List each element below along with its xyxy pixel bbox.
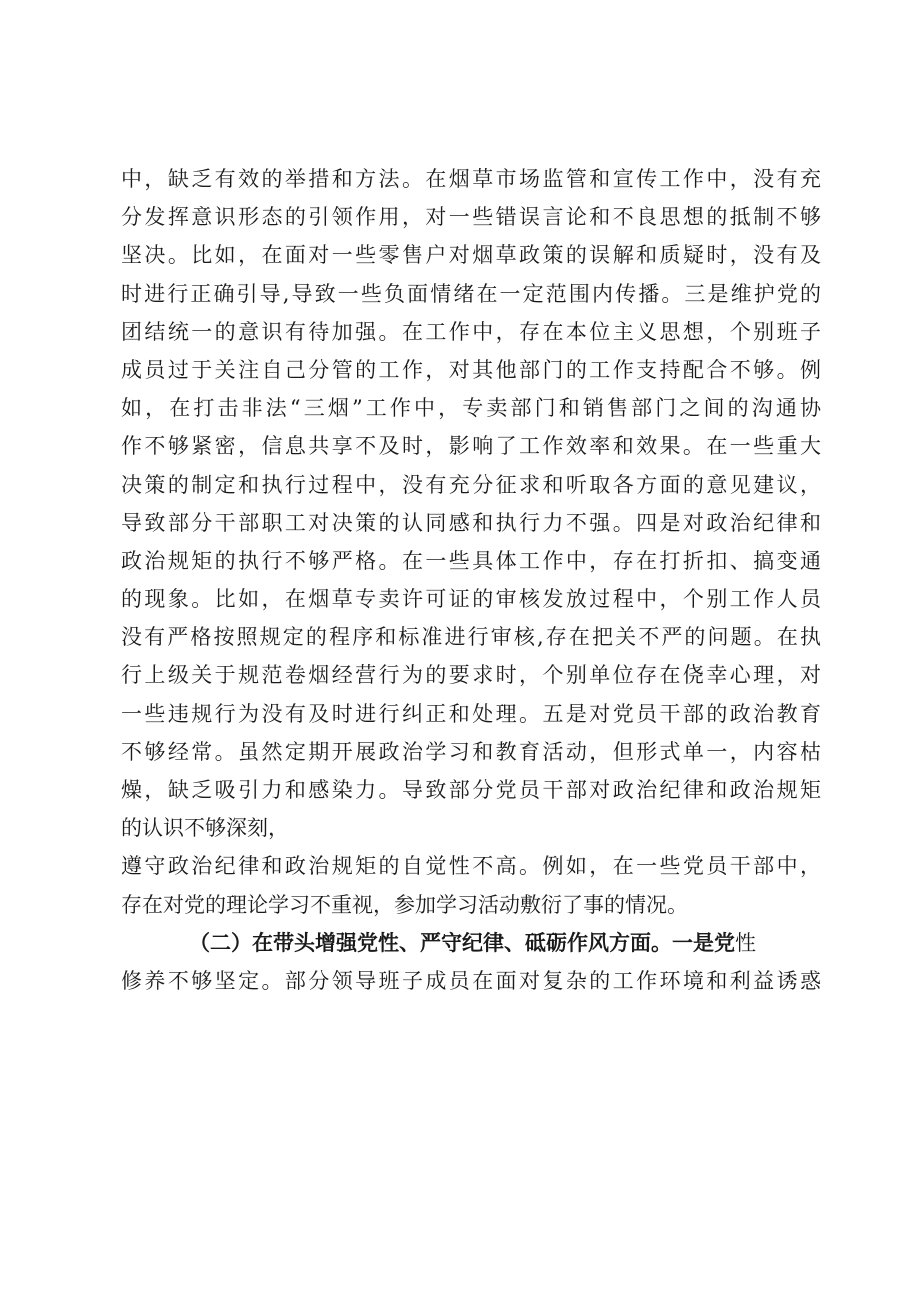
text-line-last: 修养不够坚定。部分领导班子成员在面对复杂的工作环境和利益诱惑 — [121, 968, 821, 993]
text-line-18: 的认识不够深刻， — [121, 816, 289, 841]
text-line-16: 不够经常。虽然定期开展政治学习和教育活动，但形式单一，内容枯 — [121, 739, 821, 764]
text-line-6: 成员过于关注自己分管的工作，对其他部门的工作支持配合不够。例 — [121, 357, 821, 382]
text-line-7: 如，在打击非法“三烟”工作中，专卖部门和销售部门之间的沟通协 — [121, 396, 821, 421]
text-line-19: 遵守政治纪律和政治规矩的自觉性不高。例如，在一些党员干部中， — [121, 854, 821, 879]
text-line-4: 时进行正确引导,导致一些负面情绪在一定范围内传播。三是维护党的 — [121, 281, 821, 306]
text-line-12: 的现象。比如，在烟草专卖许可证的审核发放过程中，个别工作人员 — [121, 587, 821, 612]
section-heading — [121, 924, 821, 962]
text-line-5: 团结统一的意识有待加强。在工作中，存在本位主义思想，个别班子 — [121, 319, 821, 344]
text-line-11: 政治规矩的执行不够严格。在一些具体工作中，存在打折扣、搞变通 — [121, 548, 821, 573]
text-line-2: 分发挥意识形态的引领作用，对一些错误言论和不良思想的抵制不够 — [121, 205, 821, 230]
text-line-3: 坚决。比如，在面对一些零售户对烟草政策的误解和质疑时，没有及 — [121, 243, 821, 268]
text-line-1: 中，缺乏有效的举措和方法。在烟草市场监管和宣传工作中，没有充 — [121, 167, 821, 191]
text-line-17: 燥，缺乏吸引力和感染力。导致部分党员干部对政治纪律和政治规矩 — [121, 778, 821, 802]
text-line-14: 行上级关于规范卷烟经营行为的要求时，个别单位存在侥幸心理，对 — [121, 663, 821, 688]
text-line-20: 存在对党的理论学习不重视，参加学习活动敷衍了事的情况。 — [121, 892, 688, 917]
section-heading-bold: （二）在带头增强党性、严守纪律、砥砺作风方面。一是党 — [189, 929, 735, 955]
text-line-13: 没有严格按照规定的程序和标准进行审核,存在把关不严的问题。在执 — [121, 625, 821, 650]
text-line-9: 决策的制定和执行过程中，没有充分征求和听取各方面的意见建议， — [121, 472, 821, 497]
body-text — [121, 160, 821, 1000]
text-line-10: 导致部分干部职工对决策的认同感和执行力不强。四是对政治纪律和 — [121, 510, 821, 535]
text-line-15: 一些违规行为没有及时进行纠正和处理。五是对党员干部的政治教育 — [121, 701, 821, 726]
section-heading-rest: 性 — [735, 930, 756, 955]
text-line-8: 作不够紧密，信息共享不及时，影响了工作效率和效果。在一些重大 — [121, 434, 821, 459]
